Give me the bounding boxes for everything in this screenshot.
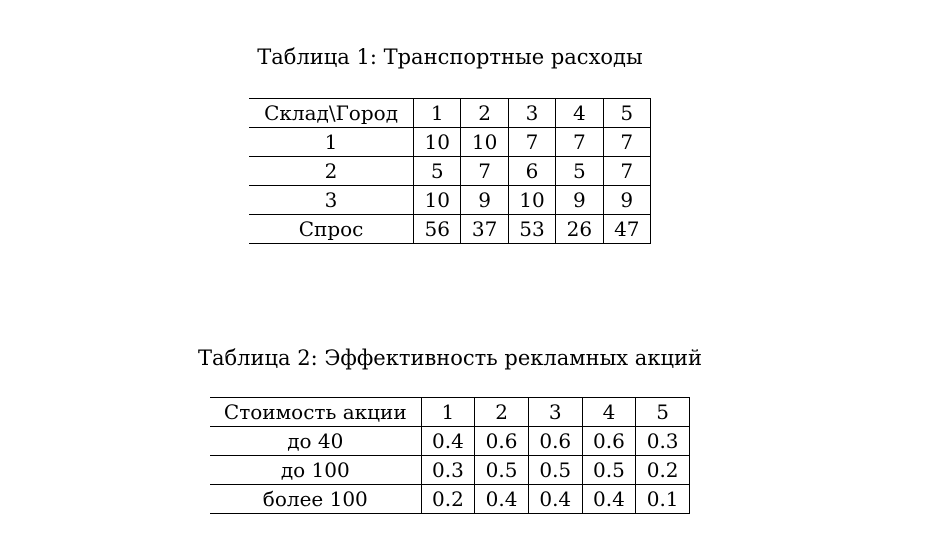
table-cell: 37 (461, 215, 508, 244)
table-cell: 0.3 (421, 456, 475, 485)
header-cell: 4 (556, 99, 603, 128)
row-label: 1 (249, 128, 414, 157)
table-cell: 7 (461, 157, 508, 186)
table-cell: 10 (508, 186, 555, 215)
table-cell: 7 (556, 128, 603, 157)
table-cell: 53 (508, 215, 555, 244)
header-cell: Склад\Город (249, 99, 414, 128)
table-cell: 0.5 (582, 456, 636, 485)
table-row (210, 456, 690, 485)
table-cell: 10 (414, 128, 461, 157)
header-cell: 2 (461, 99, 508, 128)
table-cell: 10 (461, 128, 508, 157)
table1-caption: Таблица 1: Транспортные расходы (257, 45, 643, 69)
table-header-row (249, 99, 651, 128)
table-cell: 6 (508, 157, 555, 186)
row-label: 2 (249, 157, 414, 186)
table-cell: 0.6 (582, 427, 636, 456)
table-cell: 7 (603, 157, 650, 186)
header-cell: 5 (603, 99, 650, 128)
row-label: Спрос (249, 215, 414, 244)
table-cell: 56 (414, 215, 461, 244)
header-cell: 1 (421, 398, 475, 427)
table-cell: 0.4 (528, 485, 582, 514)
table-cell: 0.4 (475, 485, 529, 514)
table-cell: 47 (603, 215, 650, 244)
header-cell: 1 (414, 99, 461, 128)
header-cell: 3 (508, 99, 555, 128)
ad-efficiency-table (210, 397, 690, 514)
table-header-row (210, 398, 690, 427)
table-row (210, 427, 690, 456)
table-cell: 9 (461, 186, 508, 215)
header-cell: Стоимость акции (210, 398, 421, 427)
header-cell: 2 (475, 398, 529, 427)
table-row (210, 485, 690, 514)
transport-costs-table (249, 98, 651, 244)
row-label: более 100 (210, 485, 421, 514)
table-cell: 26 (556, 215, 603, 244)
table-cell: 9 (603, 186, 650, 215)
table-cell: 0.1 (636, 485, 690, 514)
table-row (249, 128, 651, 157)
table-row (249, 157, 651, 186)
header-cell: 5 (636, 398, 690, 427)
row-label: до 100 (210, 456, 421, 485)
table-row (249, 215, 651, 244)
row-label: 3 (249, 186, 414, 215)
table-cell: 5 (556, 157, 603, 186)
table-cell: 9 (556, 186, 603, 215)
table-cell: 7 (508, 128, 555, 157)
table-cell: 0.6 (475, 427, 529, 456)
table-cell: 0.5 (528, 456, 582, 485)
table-row (249, 186, 651, 215)
header-cell: 3 (528, 398, 582, 427)
table-cell: 0.4 (582, 485, 636, 514)
table-cell: 5 (414, 157, 461, 186)
table-cell: 0.4 (421, 427, 475, 456)
table-cell: 0.5 (475, 456, 529, 485)
table2-caption: Таблица 2: Эффективность рекламных акций (198, 346, 702, 370)
table-cell: 0.2 (636, 456, 690, 485)
table-cell: 7 (603, 128, 650, 157)
table-cell: 0.3 (636, 427, 690, 456)
table-cell: 0.2 (421, 485, 475, 514)
table-cell: 0.6 (528, 427, 582, 456)
table-cell: 10 (414, 186, 461, 215)
header-cell: 4 (582, 398, 636, 427)
row-label: до 40 (210, 427, 421, 456)
